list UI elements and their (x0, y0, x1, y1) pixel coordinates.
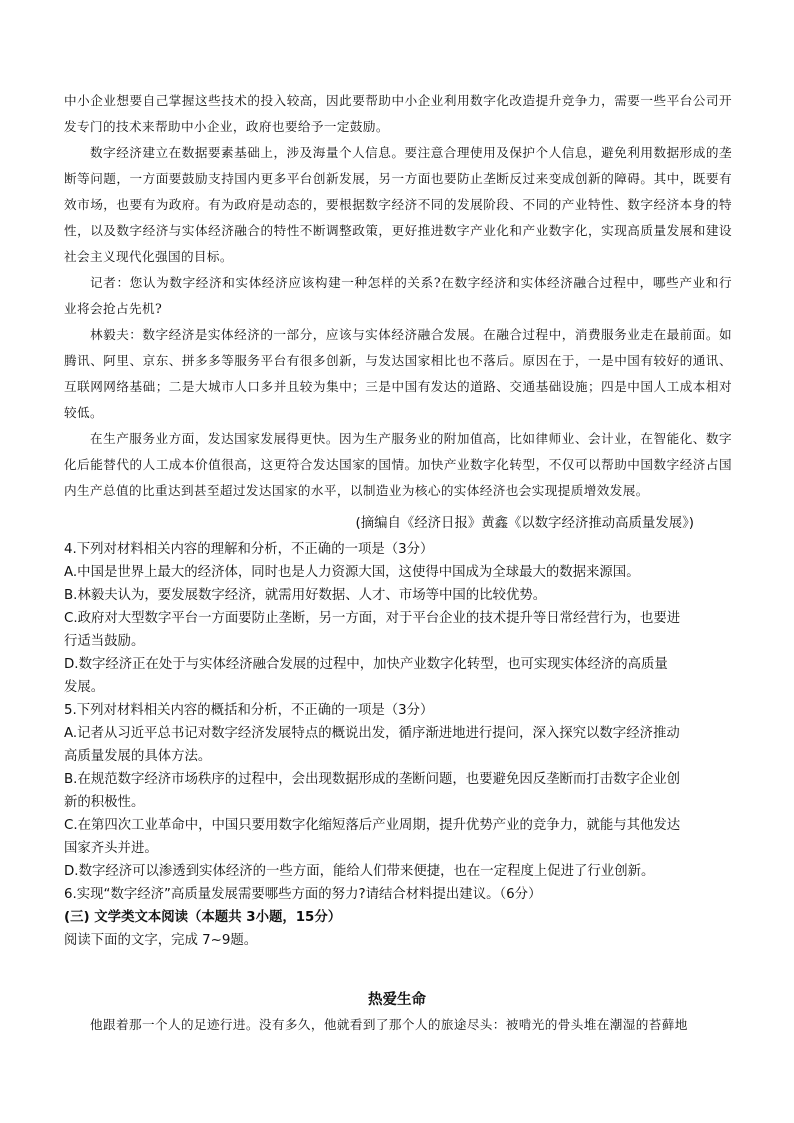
question-5-option-a-cont: 高质量发展的具体方法。 (64, 749, 212, 764)
passage-paragraph-3: 记者：您认为数字经济和实体经济应该构建一种怎样的关系?在数字经济和实体经济融合过程中，哪些产业和行业将会抢占先机? (64, 275, 732, 316)
question-5-stem: 5.下列对材料相关内容的概括和分析，不正确的一项是（3分） (64, 703, 434, 718)
question-5-option-c: C.在第四次工业革命中，中国只要用数字化缩短落后产业周期，提升优势产业的竞争力，就能与其他发达 (64, 818, 681, 833)
question-5-option-b-cont: 新的积极性。 (64, 795, 145, 810)
question-6: 6.实现“数字经济”高质量发展需要哪些方面的努力?请结合材料提出建议。（6分） (64, 887, 542, 902)
passage-paragraph-4: 林毅夫：数字经济是实体经济的一部分，应该与实体经济融合发展。在融合过程中，消费服务业走在最前面。如腾讯、阿里、京东、拼多多等服务平台有很多创新，与发达国家相比也不落后。原因在于，一是中国有较好的通讯、互联网网络基础；二是大城市人口多并且较为集中；三是中国有发达的道路、交通基础设施；四是中国人工成本相对较低。 (64, 327, 732, 420)
passage-paragraph-1: 中小企业想要自己掌握这些技术的投入较高，因此要帮助中小企业利用数字化改造提升竞争力，需要一些平台公司开发专门的技术来帮助中小企业，政府也要给予一定鼓励。 (64, 93, 732, 134)
passage-paragraph-2: 数字经济建立在数据要素基础上，涉及海量个人信息。要注意合理使用及保护个人信息，避免利用数据形成的垄断等问题，一方面要鼓励支持国内更多平台创新发展，另一方面也要防止垄断反过来变成创新的障碍。其中，既要有效市场，也要有为政府。有为政府是动态的，要根据数字经济不同的发展阶段、不同的产业特性、数字经济本身的特性，以及数字经济与实体经济融合的特性不断调整政策，更好推进数字产业化和产业数字化，实现高质量发展和建设社会主义现代化强国的目标。 (64, 145, 732, 264)
questions (64, 538, 732, 952)
question-5-option-d: D.数字经济可以渗透到实体经济的一些方面，能给人们带来便捷，也在一定程度上促进了行业创新。 (64, 864, 655, 879)
question-4-option-a: A.中国是世界上最大的经济体，同时也是人力资源大国，这使得中国成为全球最大的数据来源国。 (64, 565, 640, 580)
question-4-option-c: C.政府对大型数字平台一方面要防止垄断，另一方面，对于平台企业的技术提升等日常经营行为，也要进 (64, 611, 681, 626)
section-3-heading: (三) 文学类文本阅读（本题共 3小题，15分） (64, 910, 342, 925)
question-4-option-d: D.数字经济正在处于与实体经济融合发展的过程中，加快产业数字化转型，也可实现实体经济的高质量 (64, 657, 668, 672)
literary-text-paragraph: 他跟着那一个人的足迹行进。没有多久，他就看到了那个人的旅途尽头：被啃光的骨头堆在潮湿的苔藓地 (90, 1017, 688, 1032)
question-5-option-c-cont: 国家齐头并进。 (64, 841, 158, 856)
question-4-option-c-cont: 行适当鼓励。 (64, 634, 145, 649)
question-4-option-b: B.林毅夫认为，要发展数字经济，就需用好数据、人才、市场等中国的比较优势。 (64, 588, 547, 603)
literary-text-first-line (64, 1012, 732, 1038)
question-4-stem: 4.下列对材料相关内容的理解和分析，不正确的一项是（3分） (64, 542, 434, 557)
passage-paragraph-5: 在生产服务业方面，发达国家发展得更快。因为生产服务业的附加值高，比如律师业、会计业，在智能化、数字化后能替代的人工成本价值很高，这更符合发达国家的国情。加快产业数字化转型，不仅可以帮助中国数字经济占国内生产总值的比重达到甚至超过发达国家的水平，以制造业为核心的实体经济也会实现提质增效发展。 (64, 431, 732, 498)
section-3-instruction: 阅读下面的文字，完成 7~9题。 (64, 933, 258, 948)
question-5-option-a: A.记者从习近平总书记对数字经济发展特点的概说出发，循序渐进地进行提问，深入探究以数字经济推动 (64, 726, 680, 741)
question-4-option-d-cont: 发展。 (64, 680, 105, 695)
passage (64, 88, 732, 504)
literary-text-title: 热爱生命 (368, 992, 426, 1008)
source-citation: (摘编自《经济日报》黄鑫《以数字经济推动高质量发展》) (355, 516, 694, 531)
question-5-option-b: B.在规范数字经济市场秩序的过程中，会出现数据形成的垄断问题，也要避免因反垄断而打击数字企业创 (64, 772, 681, 787)
